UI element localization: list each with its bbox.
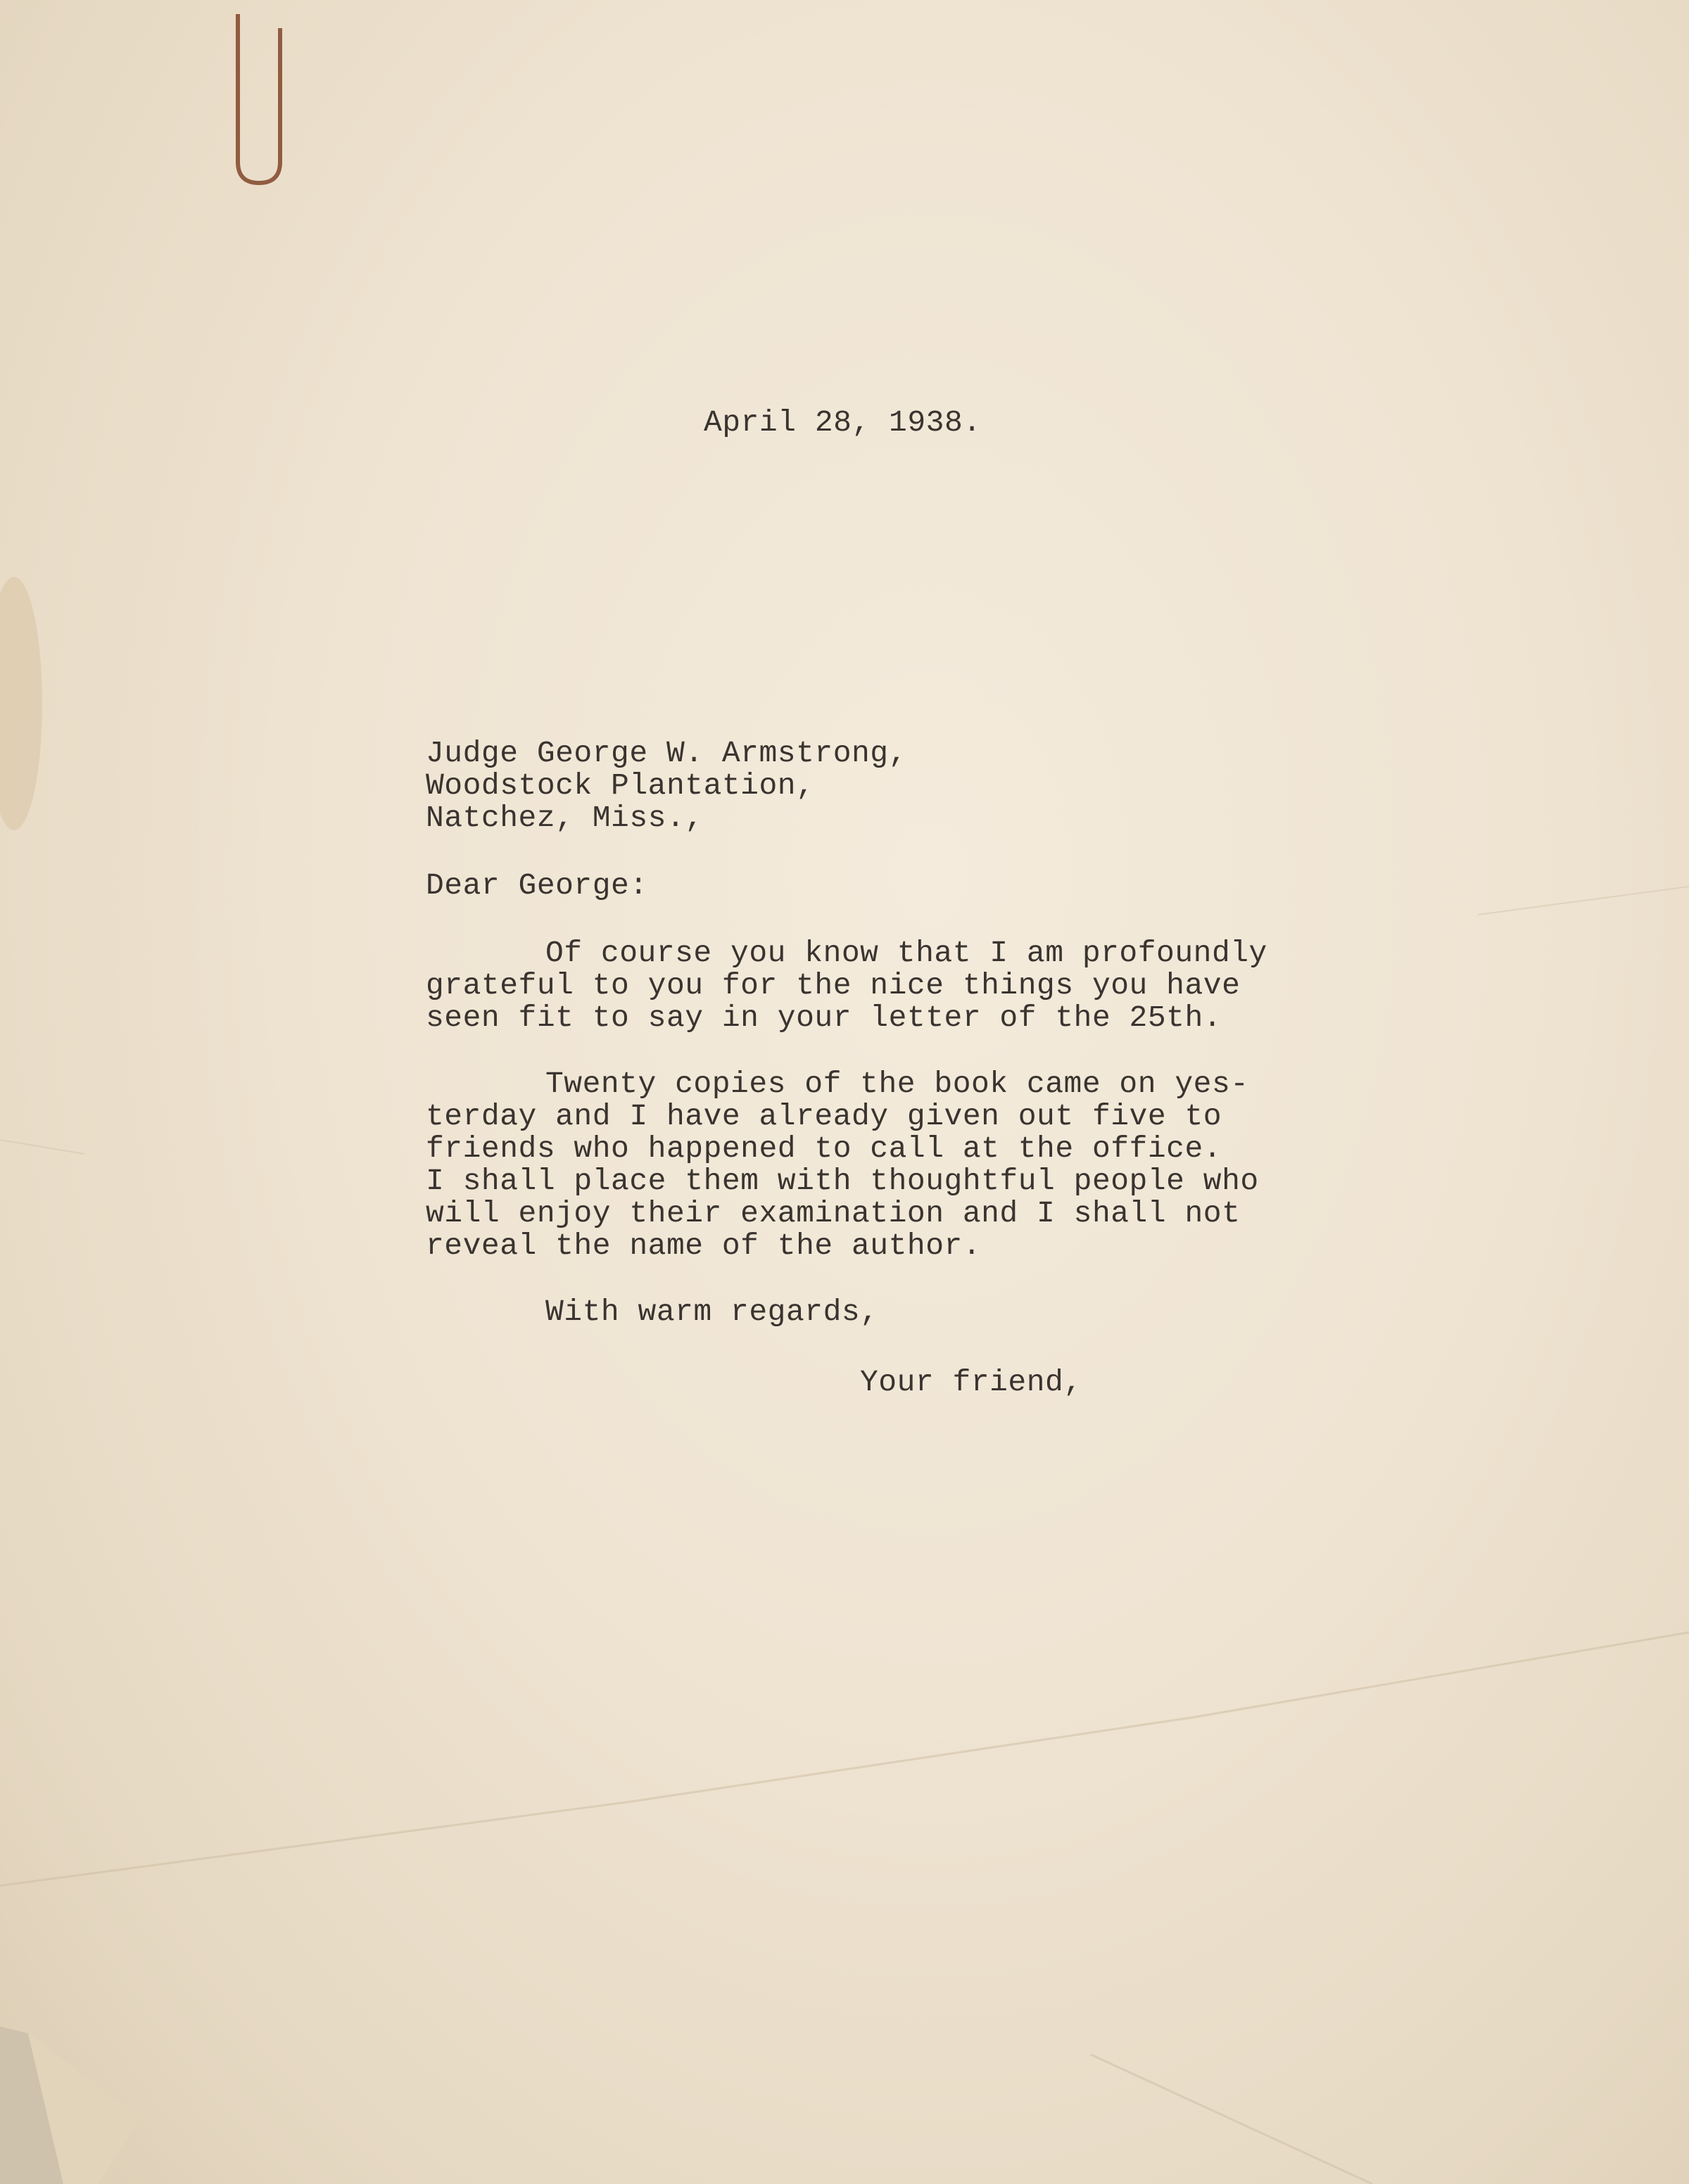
signoff: Your friend, xyxy=(860,1365,1082,1399)
paragraph-2-line: friends who happened to call at the office. xyxy=(426,1131,1222,1166)
recipient-city: Natchez, Miss., xyxy=(426,801,704,835)
paragraph-1-line: grateful to you for the nice things you have xyxy=(426,968,1241,1003)
paragraph-2-line: will enjoy their examination and I shall not xyxy=(426,1196,1241,1231)
paragraph-2-line: reveal the name of the author. xyxy=(426,1228,982,1263)
recipient-address-line: Woodstock Plantation, xyxy=(426,768,815,803)
closing: With warm regards, xyxy=(545,1295,879,1329)
paragraph-1-line: Of course you know that I am profoundly xyxy=(545,936,1267,970)
recipient-name: Judge George W. Armstrong, xyxy=(426,736,907,770)
salutation: Dear George: xyxy=(426,868,648,903)
paragraph-2-line: Twenty copies of the book came on yes- xyxy=(545,1067,1249,1101)
paragraph-2-line: I shall place them with thoughtful people who xyxy=(426,1164,1259,1198)
paragraph-2-line: terday and I have already given out five to xyxy=(426,1099,1222,1134)
paragraph-1-line: seen fit to say in your letter of the 25th. xyxy=(426,1001,1222,1035)
letter-date: April 28, 1938. xyxy=(704,405,982,440)
